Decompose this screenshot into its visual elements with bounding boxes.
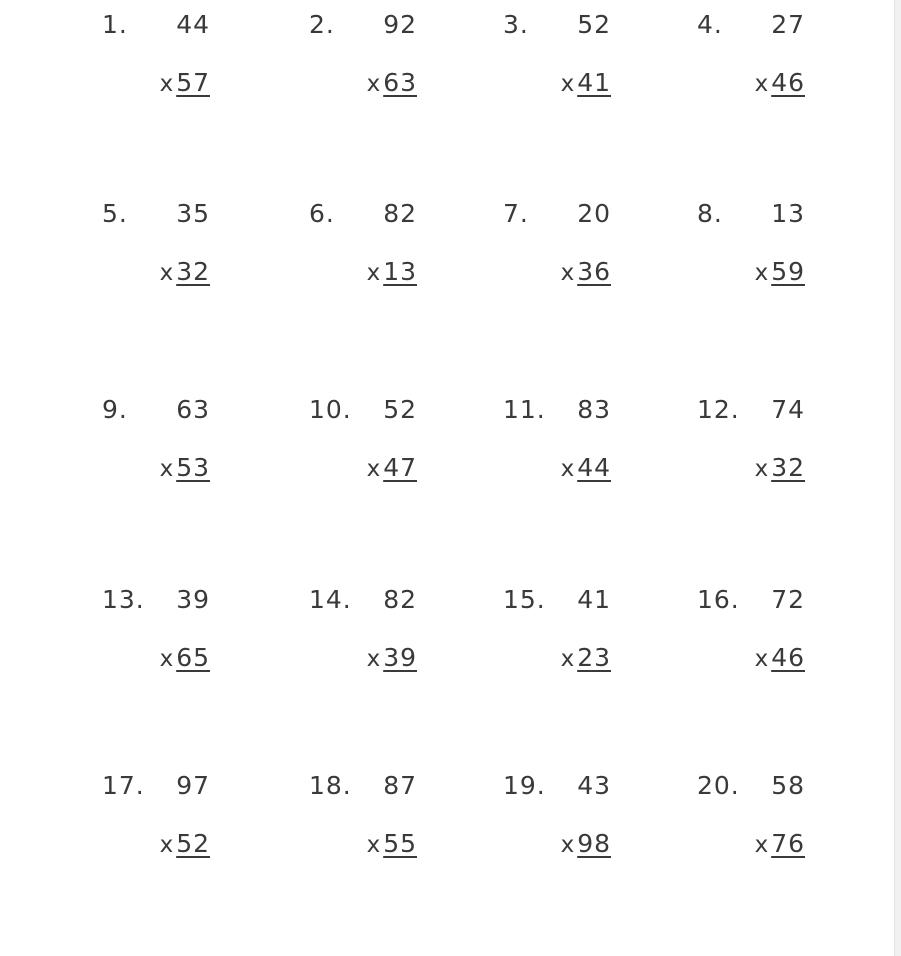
bottom-operand: 32 xyxy=(771,453,805,482)
bottom-row xyxy=(755,829,805,860)
bottom-row xyxy=(755,643,805,674)
problem-number: 4. xyxy=(697,10,723,39)
problem-1 xyxy=(102,10,262,100)
top-operand: 92 xyxy=(383,10,417,39)
bottom-operand: 44 xyxy=(577,453,611,482)
bottom-operand: 53 xyxy=(176,453,210,482)
problem-number: 5. xyxy=(102,199,128,228)
problem-2 xyxy=(309,10,469,100)
bottom-row xyxy=(160,68,210,99)
problem-8 xyxy=(697,199,857,289)
problem-number: 9. xyxy=(102,395,128,424)
bottom-row xyxy=(160,257,210,288)
top-operand: 52 xyxy=(383,395,417,424)
bottom-row xyxy=(160,453,210,484)
bottom-operand: 41 xyxy=(577,68,611,97)
bottom-operand: 39 xyxy=(383,643,417,672)
bottom-operand: 47 xyxy=(383,453,417,482)
times-sign: x xyxy=(560,456,575,482)
bottom-operand: 23 xyxy=(577,643,611,672)
page-edge xyxy=(894,0,901,956)
top-operand: 44 xyxy=(176,10,210,39)
problem-14 xyxy=(309,585,469,675)
bottom-operand: 63 xyxy=(383,68,417,97)
times-sign: x xyxy=(560,260,575,286)
bottom-row xyxy=(367,257,417,288)
top-operand: 13 xyxy=(771,199,805,228)
problem-number: 18. xyxy=(309,771,352,800)
problem-16 xyxy=(697,585,857,675)
times-sign: x xyxy=(159,71,174,97)
bottom-row xyxy=(755,257,805,288)
bottom-row xyxy=(561,643,611,674)
problem-number: 6. xyxy=(309,199,335,228)
times-sign: x xyxy=(159,456,174,482)
bottom-operand: 55 xyxy=(383,829,417,858)
times-sign: x xyxy=(366,456,381,482)
top-operand: 83 xyxy=(577,395,611,424)
problem-11 xyxy=(503,395,663,485)
top-operand: 58 xyxy=(771,771,805,800)
problem-18 xyxy=(309,771,469,861)
bottom-row xyxy=(367,68,417,99)
problem-number: 20. xyxy=(697,771,740,800)
top-operand: 41 xyxy=(577,585,611,614)
top-operand: 97 xyxy=(176,771,210,800)
bottom-operand: 32 xyxy=(176,257,210,286)
problem-number: 1. xyxy=(102,10,128,39)
bottom-operand: 36 xyxy=(577,257,611,286)
problem-number: 7. xyxy=(503,199,529,228)
times-sign: x xyxy=(560,71,575,97)
top-operand: 82 xyxy=(383,199,417,228)
problem-5 xyxy=(102,199,262,289)
problem-15 xyxy=(503,585,663,675)
bottom-operand: 52 xyxy=(176,829,210,858)
problem-20 xyxy=(697,771,857,861)
problem-7 xyxy=(503,199,663,289)
top-operand: 43 xyxy=(577,771,611,800)
problem-4 xyxy=(697,10,857,100)
bottom-operand: 65 xyxy=(176,643,210,672)
times-sign: x xyxy=(754,832,769,858)
bottom-row xyxy=(561,257,611,288)
problem-19 xyxy=(503,771,663,861)
top-operand: 52 xyxy=(577,10,611,39)
times-sign: x xyxy=(159,260,174,286)
times-sign: x xyxy=(754,260,769,286)
bottom-operand: 57 xyxy=(176,68,210,97)
bottom-row xyxy=(561,68,611,99)
problem-number: 14. xyxy=(309,585,352,614)
problem-number: 13. xyxy=(102,585,145,614)
bottom-row xyxy=(160,829,210,860)
top-operand: 82 xyxy=(383,585,417,614)
problem-number: 10. xyxy=(309,395,352,424)
times-sign: x xyxy=(159,832,174,858)
times-sign: x xyxy=(366,71,381,97)
problem-number: 15. xyxy=(503,585,546,614)
bottom-operand: 59 xyxy=(771,257,805,286)
problem-12 xyxy=(697,395,857,485)
bottom-row xyxy=(367,643,417,674)
bottom-row xyxy=(561,453,611,484)
problem-number: 16. xyxy=(697,585,740,614)
bottom-operand: 13 xyxy=(383,257,417,286)
problem-17 xyxy=(102,771,262,861)
times-sign: x xyxy=(159,646,174,672)
bottom-row xyxy=(755,68,805,99)
times-sign: x xyxy=(754,71,769,97)
bottom-row xyxy=(561,829,611,860)
bottom-operand: 46 xyxy=(771,68,805,97)
top-operand: 20 xyxy=(577,199,611,228)
times-sign: x xyxy=(560,832,575,858)
times-sign: x xyxy=(366,832,381,858)
times-sign: x xyxy=(754,456,769,482)
problem-number: 11. xyxy=(503,395,546,424)
problem-9 xyxy=(102,395,262,485)
bottom-row xyxy=(367,453,417,484)
top-operand: 72 xyxy=(771,585,805,614)
problem-number: 12. xyxy=(697,395,740,424)
problem-10 xyxy=(309,395,469,485)
top-operand: 39 xyxy=(176,585,210,614)
problem-13 xyxy=(102,585,262,675)
problem-number: 19. xyxy=(503,771,546,800)
times-sign: x xyxy=(366,646,381,672)
times-sign: x xyxy=(560,646,575,672)
bottom-row xyxy=(160,643,210,674)
problem-number: 3. xyxy=(503,10,529,39)
top-operand: 74 xyxy=(771,395,805,424)
bottom-row xyxy=(367,829,417,860)
problem-3 xyxy=(503,10,663,100)
top-operand: 35 xyxy=(176,199,210,228)
problem-number: 2. xyxy=(309,10,335,39)
bottom-operand: 98 xyxy=(577,829,611,858)
times-sign: x xyxy=(366,260,381,286)
top-operand: 87 xyxy=(383,771,417,800)
problem-6 xyxy=(309,199,469,289)
top-operand: 63 xyxy=(176,395,210,424)
times-sign: x xyxy=(754,646,769,672)
problem-number: 17. xyxy=(102,771,145,800)
bottom-row xyxy=(755,453,805,484)
bottom-operand: 76 xyxy=(771,829,805,858)
problem-number: 8. xyxy=(697,199,723,228)
top-operand: 27 xyxy=(771,10,805,39)
bottom-operand: 46 xyxy=(771,643,805,672)
